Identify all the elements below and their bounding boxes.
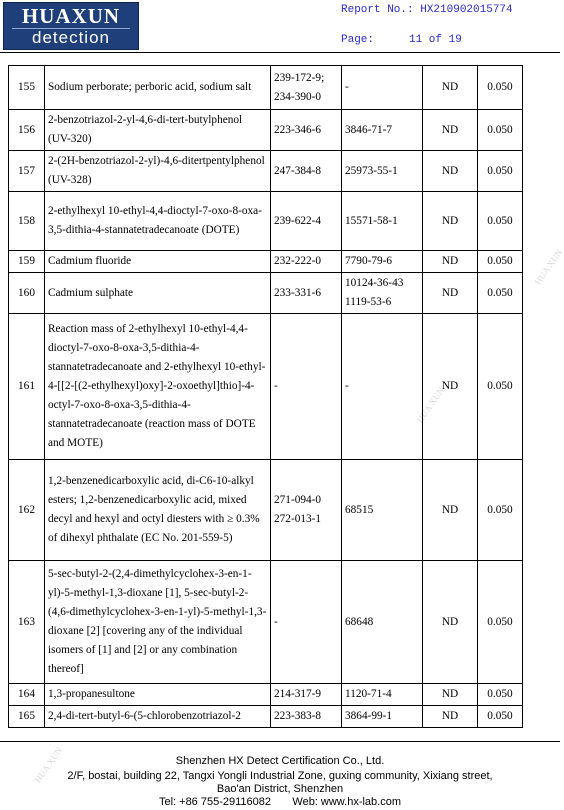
report-number: Report No.: HX210902015774: [341, 4, 513, 16]
substance-name: 2-ethylhexyl 10-ethyl-4,4-dioctyl-7-oxo-8-oxa-3,5-dithia-4-stannatetradecanoate (DOTE): [45, 192, 271, 251]
cas-number: -: [342, 66, 423, 110]
test-result: ND: [423, 684, 478, 706]
footer-address-line1: 2/F, bostai, building 22, Tangxi Yongli Industrial Zone, guxing community, Xixiang street,: [67, 770, 493, 782]
row-number: 159: [9, 251, 45, 273]
ec-number: 223-383-8: [271, 706, 342, 728]
table-row: [9, 251, 523, 273]
watermark-1: HUA XUN: [414, 385, 447, 425]
substance-name: 1,2-benzenedicarboxylic acid, di-C6-10-alkyl esters; 1,2-benzenedicarboxylic acid, mixed decyl and hexyl and octyl diesters with ≥ 0.3% of dihexyl phthalate (EC No. 201-559-5): [45, 460, 271, 561]
row-number: 158: [9, 192, 45, 251]
substance-name: 2,4-di-tert-butyl-6-(5-chlorobenzotriazol-2: [45, 706, 271, 728]
table-row: [9, 460, 523, 561]
ec-number: 239-622-4: [271, 192, 342, 251]
ec-number: 223-346-6: [271, 110, 342, 151]
page-number: [341, 34, 462, 46]
watermark-2: HUA XUN: [532, 247, 564, 287]
substance-name: 2-(2H-benzotriazol-2-yl)-4,6-ditertpentylphenol (UV-328): [45, 151, 271, 192]
cas-number: 68515: [342, 460, 423, 561]
logo-line1: HUAXUN: [21, 4, 121, 28]
limit-value: 0.050: [478, 251, 523, 273]
limit-value: 0.050: [478, 561, 523, 684]
footer-contact: Tel: +86 755-29116082 Web: www.hx-lab.com: [158, 796, 402, 808]
substance-name: 5-sec-butyl-2-(2,4-dimethylcyclohex-3-en-1-yl)-5-methyl-1,3-dioxane [1], 5-sec-butyl-2-(4,6-dimethylcyclohex-3-en-1-yl)-5-methyl-1,3-dioxane [2] [covering any of the individual isomers of [1] and [2] or any combination thereof]: [45, 561, 271, 684]
substance-name: Reaction mass of 2-ethylhexyl 10-ethyl-4,4-dioctyl-7-oxo-8-oxa-3,5-dithia-4-stannatetradecanoate and 2-ethylhexyl 10-ethyl-4-[[2-[(2-ethylhexyl)oxy]-2-oxoethyl]thio]-4-octyl-7-oxo-8-oxa-3,5-dithia-4-stannatetradecanoate (reaction mass of DOTE and MOTE): [45, 314, 271, 460]
substance-name: Cadmium fluoride: [45, 251, 271, 273]
limit-value: 0.050: [478, 273, 523, 314]
table-row: [9, 66, 523, 110]
row-number: 165: [9, 706, 45, 728]
ec-number: 239-172-9; 234-390-0: [271, 66, 342, 110]
substance-table: [8, 65, 523, 728]
test-result: ND: [423, 66, 478, 110]
limit-value: 0.050: [478, 684, 523, 706]
limit-value: 0.050: [478, 110, 523, 151]
test-result: ND: [423, 151, 478, 192]
ec-number: -: [271, 561, 342, 684]
ec-number: 232-222-0: [271, 251, 342, 273]
table-row: [9, 561, 523, 684]
row-number: 162: [9, 460, 45, 561]
table-row: [9, 273, 523, 314]
page-label: Page:: [341, 34, 375, 46]
limit-value: 0.050: [478, 314, 523, 460]
logo-line2: detection: [12, 28, 130, 47]
ec-number: 271-094-0 272-013-1: [271, 460, 342, 561]
cas-number: 3846-71-7: [342, 110, 423, 151]
row-number: 163: [9, 561, 45, 684]
test-result: ND: [423, 192, 478, 251]
row-number: 160: [9, 273, 45, 314]
test-result: ND: [423, 314, 478, 460]
row-number: 155: [9, 66, 45, 110]
row-number: 161: [9, 314, 45, 460]
ec-number: 214-317-9: [271, 684, 342, 706]
table-row: [9, 151, 523, 192]
substance-name: Sodium perborate; perboric acid, sodium salt: [45, 66, 271, 110]
footer-company: Shenzhen HX Detect Certification Co., Ltd.: [175, 755, 385, 767]
ec-number: 233-331-6: [271, 273, 342, 314]
substance-name: 1,3-propanesultone: [45, 684, 271, 706]
logo: [3, 2, 139, 50]
cas-number: 10124-36-43 1119-53-6: [342, 273, 423, 314]
table-row: [9, 314, 523, 460]
footer-address-line2: Bao'an District, Shenzhen: [216, 783, 344, 795]
row-number: 164: [9, 684, 45, 706]
test-result: ND: [423, 251, 478, 273]
limit-value: 0.050: [478, 151, 523, 192]
cas-number: 68648: [342, 561, 423, 684]
row-number: 156: [9, 110, 45, 151]
ec-number: 247-384-8: [271, 151, 342, 192]
limit-value: 0.050: [478, 192, 523, 251]
limit-value: 0.050: [478, 706, 523, 728]
cas-number: 25973-55-1: [342, 151, 423, 192]
cas-number: -: [342, 314, 423, 460]
watermark-3: HUA XUN: [32, 745, 65, 785]
test-result: ND: [423, 460, 478, 561]
test-result: ND: [423, 561, 478, 684]
table-row: [9, 706, 523, 728]
limit-value: 0.050: [478, 66, 523, 110]
substance-name: 2-benzotriazol-2-yl-4,6-di-tert-butylphenol (UV-320): [45, 110, 271, 151]
table-row: [9, 110, 523, 151]
table-row: [9, 684, 523, 706]
test-result: ND: [423, 706, 478, 728]
substance-name: Cadmium sulphate: [45, 273, 271, 314]
cas-number: 7790-79-6: [342, 251, 423, 273]
row-number: 157: [9, 151, 45, 192]
test-result: ND: [423, 110, 478, 151]
cas-number: 1120-71-4: [342, 684, 423, 706]
cas-number: 3864-99-1: [342, 706, 423, 728]
ec-number: -: [271, 314, 342, 460]
limit-value: 0.050: [478, 460, 523, 561]
header-divider: [0, 52, 560, 53]
page-value: 11 of 19: [409, 34, 462, 46]
cas-number: 15571-58-1: [342, 192, 423, 251]
test-result: ND: [423, 273, 478, 314]
table-row: [9, 192, 523, 251]
